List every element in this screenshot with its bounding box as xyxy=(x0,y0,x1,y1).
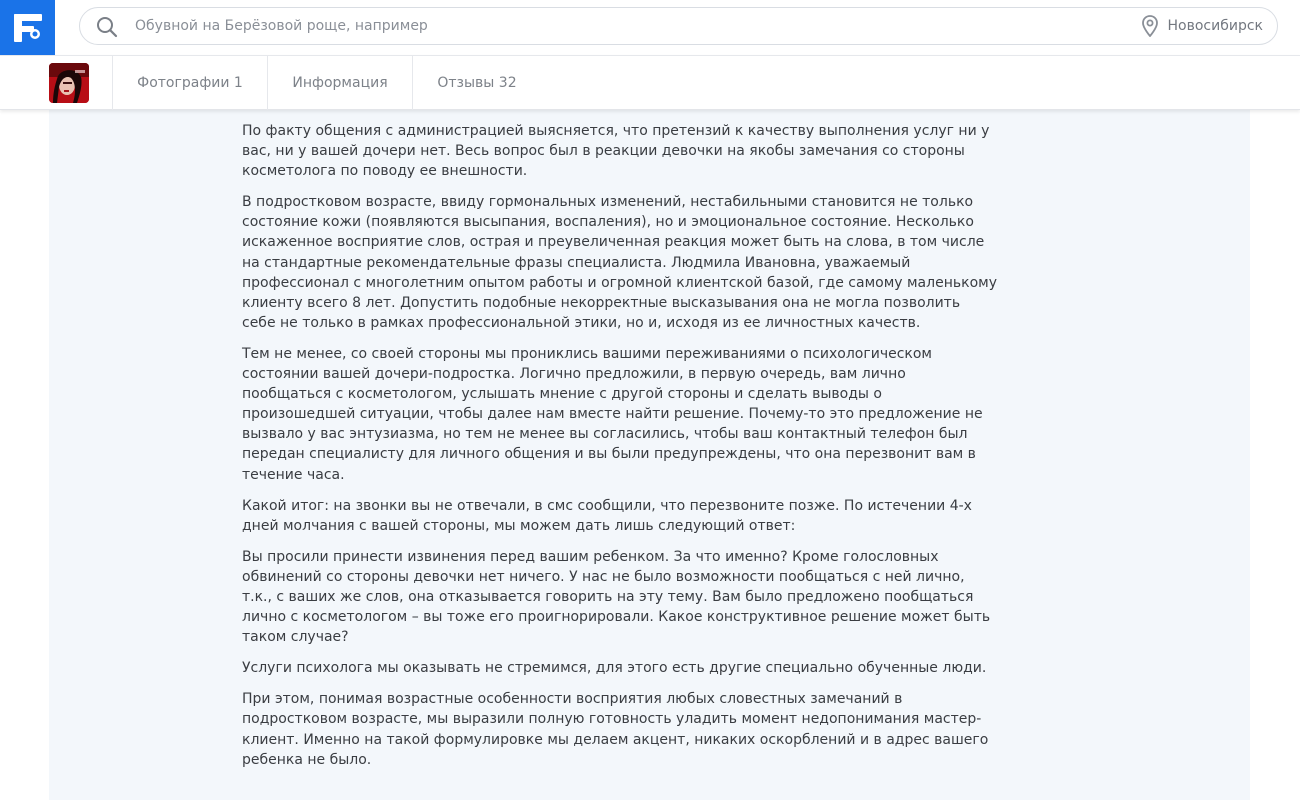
paragraph: Услуги психолога мы оказывать не стремимся, для этого есть другие специально обученные люди. xyxy=(242,660,987,677)
location-pin-icon xyxy=(1142,15,1158,37)
search-icon[interactable] xyxy=(95,15,119,39)
paragraph: Тем не менее, со своей стороны мы прониклись вашими переживаниями о психологическом состоянии вашей дочери-подростка. Логично предложили, в первую очередь, вам лично пообщаться с косметологом, услышать мнение с другой стороны и сделать выводы о произошедшей ситуации, чтобы далее нам вместе найти решение. Почему-то это предложение не вызвало у вас энтузиазма, но тем не менее вы согласились, чтобы ваш контактный телефон был передан специалисту для личного общения и вы были предупреждены, что она перезвонит вам в течение часа. xyxy=(242,345,983,483)
city-label: Новосибирск xyxy=(1167,18,1263,34)
city-selector[interactable] xyxy=(1142,8,1263,44)
paragraph: По факту общения с администрацией выясняется, что претензий к качеству выполнения услуг ни у вас, ни у вашей дочери нет. Весь вопрос был в реакции девочки на якобы замечания со стороны косметолога по поводу ее внешности. xyxy=(242,123,990,180)
logo[interactable] xyxy=(0,0,55,55)
paragraph: В подростковом возрасте, ввиду гормональных изменений, нестабильными становится не только состояние кожи (появляются высыпания, воспаления), но и эмоциональное состояние. Несколько искаженное восприятие слов, острая и преувеличенная реакция может быть на слова, в том числе на стандартные рекомендательные фразы специалиста. Людмила Ивановна, уважаемый профессионал с многолетним опытом работы и огромной клиентской базой, где самому маленькому клиенту всего 8 лет. Допустить подобные некорректные высказывания она не могла позволить себе не только в рамках профессиональной этики, но и, исходя из ее личностных качеств. xyxy=(242,194,997,331)
tab-reviews[interactable] xyxy=(413,56,541,110)
paragraph: Вы просили принести извинения перед вашим ребенком. За что именно? Кроме голословных обвинений со стороны девочки нет ничего. У нас не было возможности пообщаться с ней лично, т.к., с ваших же слов, она отказывается говорить на эту тему. Вам было предложено пообщаться лично с косметологом – вы тоже его проигнорировали. Какое конструктивное решение может быть таком случае? xyxy=(242,548,991,646)
search-input[interactable] xyxy=(135,8,1115,44)
avatar-cell xyxy=(0,56,113,110)
tab-photos[interactable] xyxy=(113,56,268,110)
avatar[interactable] xyxy=(49,63,89,103)
tab-reviews-label: Отзывы 32 xyxy=(437,75,517,91)
tabs-bar xyxy=(0,55,1300,110)
paragraph: Какой итог: на звонки вы не отвечали, в смс сообщили, что перезвоните позже. По истечении 4-х дней молчания с вашей стороны, мы можем дать лишь следующий ответ: xyxy=(242,497,972,534)
review-response-text xyxy=(242,121,997,781)
logo-icon xyxy=(10,10,46,46)
top-bar xyxy=(0,0,1300,55)
tab-info[interactable] xyxy=(268,56,413,110)
search-bar xyxy=(79,7,1278,45)
paragraph: При этом, понимая возрастные особенности восприятия любых словестных замечаний в подростковом возрасте, мы выразили полную готовность уладить момент недопонимания мастер-клиент. Именно на такой формулировке мы делаем акцент, никаких оскорблений и в адрес вашего ребенка не было. xyxy=(242,691,989,768)
tab-info-label: Информация xyxy=(292,75,388,91)
tab-photos-label: Фотографии 1 xyxy=(137,75,243,91)
avatar-image-icon xyxy=(49,63,89,103)
